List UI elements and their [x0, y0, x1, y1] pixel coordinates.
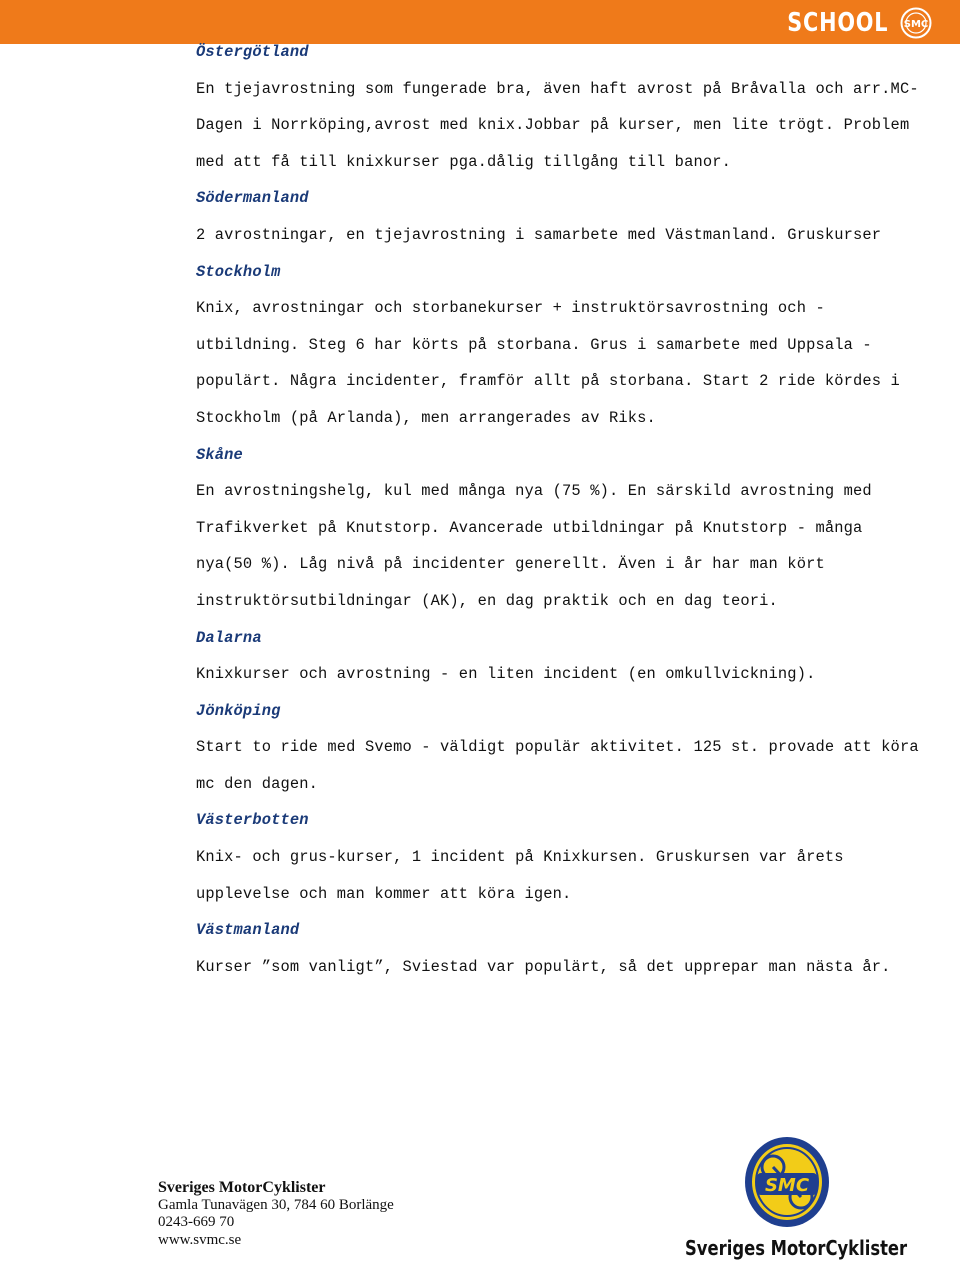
footer-contact: [158, 1179, 394, 1249]
footer-org-name: Sveriges MotorCyklister: [158, 1179, 326, 1196]
region-vastmanland: [196, 912, 926, 985]
report-body: [196, 34, 926, 985]
region-ostergotland: [196, 34, 926, 180]
header-logo-text: SMC: [903, 19, 929, 30]
region-heading: Skåne: [196, 445, 243, 464]
region-sodermanland: [196, 180, 926, 253]
region-vasterbotten: [196, 802, 926, 912]
region-text: Knixkurser och avrostning - en liten incident (en omkullvickning).: [196, 665, 816, 684]
region-text: Knix, avrostningar och storbanekurser + instruktörsavrostning och -utbildning. Steg 6 har körts på storbana. Grus i samarbete med Uppsala - populärt. Några incidenter, framför allt på storbana. Start 2 ride kördes i Stockholm (på Arlanda), men arrangerades av Riks.: [196, 299, 900, 427]
header-school-label: SCHOOL: [786, 8, 888, 38]
region-heading: Södermanland: [196, 189, 309, 208]
region-heading: Dalarna: [196, 628, 262, 647]
footer-logo-text: SMC: [764, 1175, 810, 1196]
region-stockholm: [196, 254, 926, 437]
region-text: Knix- och grus-kurser, 1 incident på Knixkursen. Gruskursen var årets upplevelse och man kommer att köra igen.: [196, 848, 844, 903]
footer-website[interactable]: www.svmc.se: [158, 1231, 242, 1248]
footer-address: Gamla Tunavägen 30, 784 60 Borlänge: [158, 1196, 394, 1213]
region-text: En tjejavrostning som fungerade bra, även haft avrost på Bråvalla och arr.MC-Dagen i Norrköping,avrost med knix.Jobbar på kurser, men lite trögt. Problem med att få till knixkurser pga.dålig tillgång till banor.: [196, 79, 919, 171]
region-heading: Stockholm: [196, 262, 281, 281]
region-text: Kurser ”som vanligt”, Sviestad var populärt, så det upprepar man nästa år.: [196, 957, 891, 976]
region-jonkoping: [196, 693, 926, 803]
region-text: Start to ride med Svemo - väldigt populär aktivitet. 125 st. provade att köra mc den dagen.: [196, 738, 919, 793]
region-text: En avrostningshelg, kul med många nya (75 %). En särskild avrostning med Trafikverket på Knutstorp. Avancerade utbildningar på Knutstorp - många nya(50 %). Låg nivå på incidenter generellt. Även i år har man kört instruktörsutbildningar (AK), en dag praktik och en dag teori.: [196, 482, 872, 610]
region-heading: Östergötland: [196, 43, 309, 61]
region-dalarna: [196, 620, 926, 693]
region-skane: [196, 437, 926, 620]
footer-brand-name: Sveriges MotorCyklister: [685, 1236, 908, 1260]
smc-logo-icon: [743, 1135, 831, 1229]
region-heading: Jönköping: [196, 701, 281, 720]
region-heading: Västerbotten: [196, 811, 309, 830]
footer-phone: 0243-669 70: [158, 1214, 235, 1230]
region-text: 2 avrostningar, en tjejavrostning i samarbete med Västmanland. Gruskurser: [196, 225, 882, 244]
region-heading: Västmanland: [196, 921, 300, 940]
